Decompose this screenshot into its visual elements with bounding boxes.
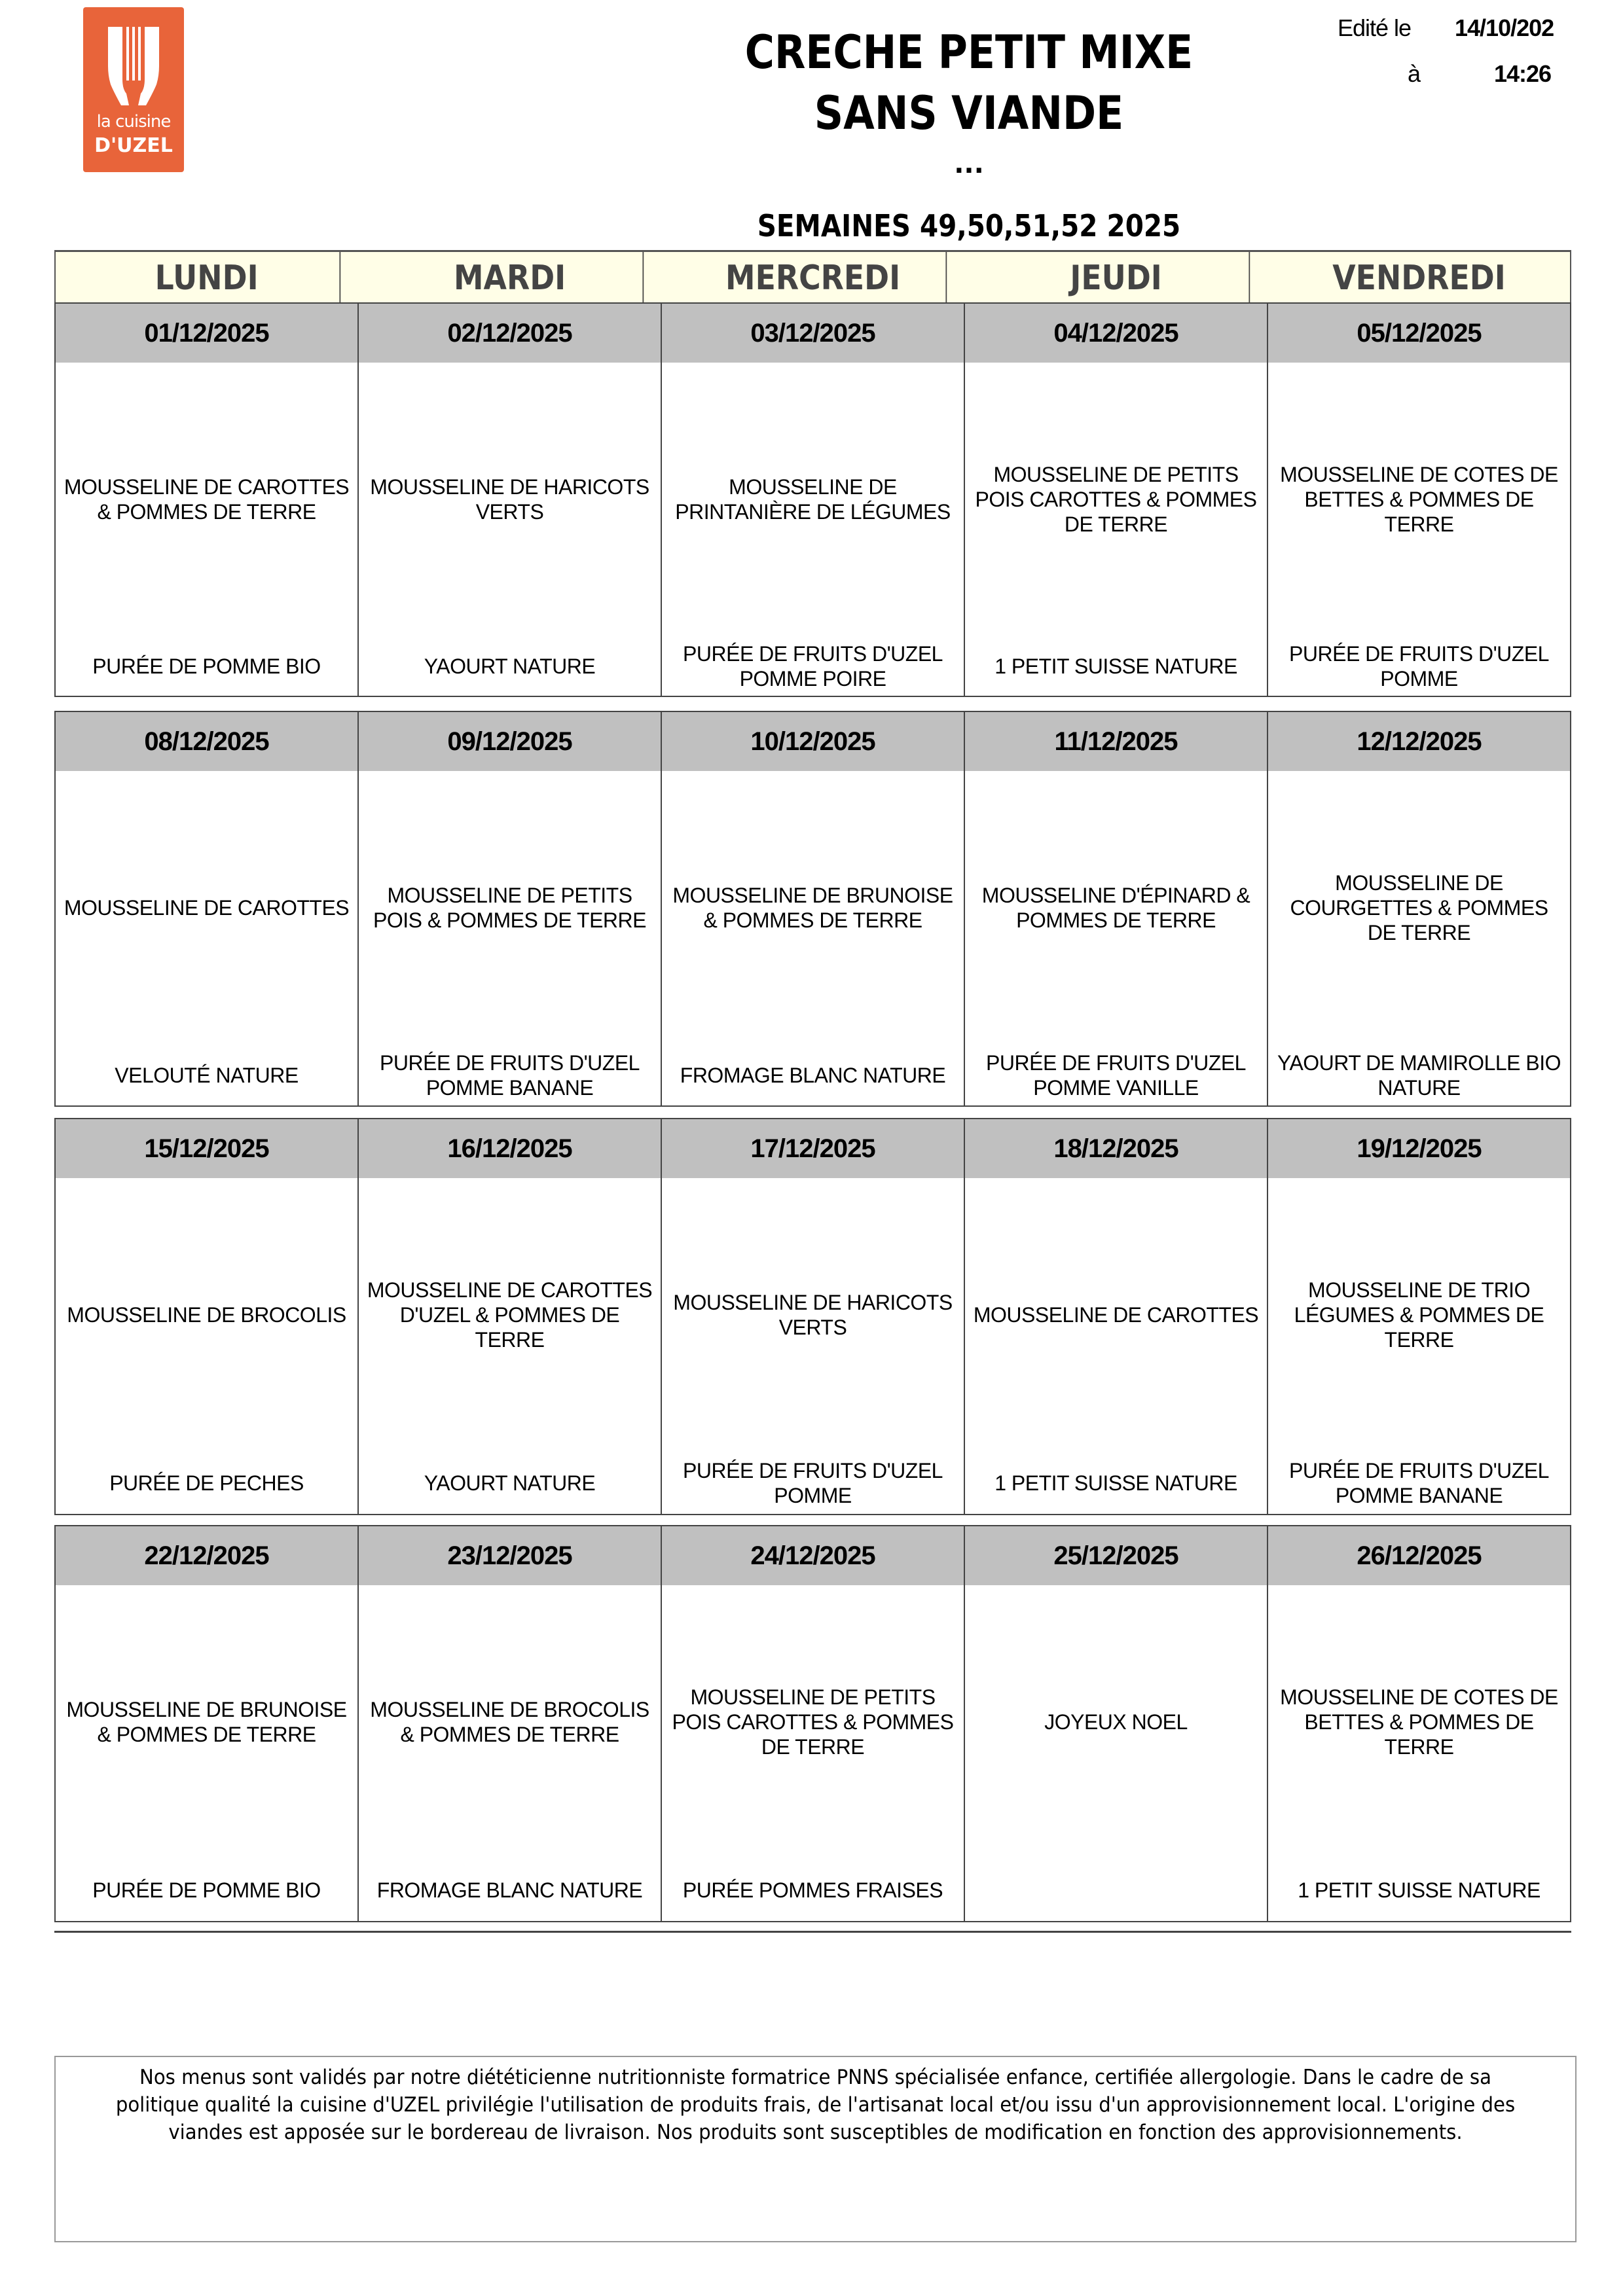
date-label: 05/12/2025 [1268,304,1570,363]
meal-dessert: YAOURT DE MAMIROLLE BIO NATURE [1277,1050,1561,1100]
meal-main: MOUSSELINE DE CAROTTES D'UZEL & POMMES DE TERRE [367,1278,653,1352]
meal-main: MOUSSELINE DE CAROTTES [973,1303,1259,1327]
day-header-tuesday: MARDI [377,252,644,302]
day-cell [662,304,965,696]
date-label: 03/12/2025 [662,304,964,363]
day-cell [662,1119,965,1514]
meal-dessert: PURÉE DE POMME BIO [92,1878,321,1902]
day-cell [662,1526,965,1921]
meal-main: MOUSSELINE DE TRIO LÉGUMES & POMMES DE TERRE [1294,1278,1544,1352]
meal-main: MOUSSELINE DE BRUNOISE & POMMES DE TERRE [672,884,953,932]
day-cell [965,304,1268,696]
meal-dessert: 1 PETIT SUISSE NATURE [994,1471,1237,1495]
day-cell [1268,1526,1570,1921]
day-cell [1268,304,1570,696]
date-label: 11/12/2025 [965,712,1267,771]
week-block-49 [54,302,1571,697]
meal-main: MOUSSELINE DE PETITS POIS CAROTTES & POMMES DE TERRE [975,463,1257,536]
meal-main: MOUSSELINE DE BROCOLIS [67,1303,346,1327]
meal-main: MOUSSELINE DE CAROTTES & POMMES DE TERRE [64,475,350,524]
meal-dessert: PURÉE DE FRUITS D'UZEL POMME BANANE [380,1050,640,1100]
meal-main: MOUSSELINE DE BROCOLIS & POMMES DE TERRE [370,1698,649,1746]
meal-dessert [965,1859,1267,1921]
divider-line [54,1931,1571,1933]
day-cell [56,1119,359,1514]
day-header-row [54,250,1571,302]
date-label: 02/12/2025 [359,304,661,363]
edited-date: 14/10/202 [1455,14,1554,41]
meal-dessert: PURÉE DE POMME BIO [92,654,321,678]
meal-dessert: PURÉE DE FRUITS D'UZEL POMME [683,1458,943,1507]
meal-dessert: FROMAGE BLANC NATURE [680,1063,946,1087]
meal-main: MOUSSELINE DE COTES DE BETTES & POMMES DE TERRE [1280,463,1558,536]
edited-label: Edité le [1338,14,1412,41]
date-label: 10/12/2025 [662,712,964,771]
footer-notice-box [54,2056,1577,2242]
logo-text-la-cuisine: la cuisine [96,112,171,132]
edited-at-label: à [1408,60,1421,87]
meal-main: MOUSSELINE DE PETITS POIS CAROTTES & POMMES DE TERRE [672,1685,954,1759]
date-label: 04/12/2025 [965,304,1267,363]
meal-main: MOUSSELINE DE CAROTTES [64,896,350,920]
page-title: CRECHE PETIT MIXE SANS VIANDE [744,26,1194,140]
day-header-thursday: JEUDI [983,252,1250,302]
date-label: 01/12/2025 [56,304,357,363]
meal-main: MOUSSELINE DE BRUNOISE & POMMES DE TERRE [66,1698,347,1746]
meal-dessert: PURÉE DE FRUITS D'UZEL POMME BANANE [1289,1458,1549,1507]
title-ellipsis: ... [954,149,984,179]
week-block-51 [54,1118,1571,1515]
date-label: 22/12/2025 [56,1526,357,1585]
meal-main: MOUSSELINE DE PETITS POIS & POMMES DE TERRE [373,884,646,932]
date-label: 26/12/2025 [1268,1526,1570,1585]
date-label: 18/12/2025 [965,1119,1267,1178]
meal-dessert: 1 PETIT SUISSE NATURE [994,654,1237,678]
meal-dessert: PURÉE DE FRUITS D'UZEL POMME VANILLE [986,1050,1246,1100]
meal-dessert: 1 PETIT SUISSE NATURE [1298,1878,1541,1902]
date-label: 17/12/2025 [662,1119,964,1178]
meal-dessert: FROMAGE BLANC NATURE [376,1878,643,1902]
date-label: 08/12/2025 [56,712,357,771]
day-header-monday: LUNDI [74,252,340,302]
day-cell [56,712,359,1105]
meal-main: MOUSSELINE DE PRINTANIÈRE DE LÉGUMES [675,475,951,524]
day-header-wednesday: MERCREDI [680,252,947,302]
date-label: 23/12/2025 [359,1526,661,1585]
day-cell [56,1526,359,1921]
cuisine-duzel-logo [83,7,184,172]
meal-main: MOUSSELINE DE COTES DE BETTES & POMMES DE TERRE [1280,1685,1558,1759]
weeks-subtitle: SEMAINES 49,50,51,52 2025 [757,208,1181,243]
date-label: 12/12/2025 [1268,712,1570,771]
day-cell [1268,712,1570,1105]
meal-dessert: YAOURT NATURE [424,654,596,678]
footer-notice-text: Nos menus sont validés par notre diététicienne nutritionniste formatrice PNNS spécialisée enfance, certifiée allergologie. Dans le cadre de sa politique qualité la cuisine d'UZEL privilégie l'utilisation de produits frais, de l'artisanat local et/ou issu d'un approvisionnement local. L'origine des viandes est apposée sur le bordereau de livraison. Nos produits sont susceptibles de modification en fonction des approvisionnements. [115,2066,1516,2144]
day-cell [56,304,359,696]
day-cell [359,304,662,696]
date-label: 09/12/2025 [359,712,661,771]
date-label: 19/12/2025 [1268,1119,1570,1178]
date-label: 24/12/2025 [662,1526,964,1585]
day-cell [662,712,965,1105]
date-label: 25/12/2025 [965,1526,1267,1585]
day-cell [1268,1119,1570,1514]
day-header-friday: VENDREDI [1332,259,1506,298]
day-cell [965,712,1268,1105]
date-label: 15/12/2025 [56,1119,357,1178]
day-cell [359,712,662,1105]
meal-main: JOYEUX NOEL [1044,1710,1188,1734]
fork-icon [83,7,184,112]
day-cell [965,1119,1268,1514]
date-label: 16/12/2025 [359,1119,661,1178]
meal-dessert: PURÉE DE FRUITS D'UZEL POMME POIRE [683,641,943,691]
edited-time: 14:26 [1494,60,1552,87]
week-block-52 [54,1525,1571,1922]
meal-dessert: VELOUTÉ NATURE [115,1063,299,1087]
day-cell [359,1526,662,1921]
meal-dessert: YAOURT NATURE [424,1471,596,1495]
meal-main: MOUSSELINE DE COURGETTES & POMMES DE TERRE [1290,871,1548,944]
meal-dessert: PURÉE POMMES FRAISES [682,1878,943,1902]
week-block-50 [54,711,1571,1107]
logo-text-duzel: D'UZEL [94,134,173,157]
meal-main: MOUSSELINE DE HARICOTS VERTS [370,475,649,524]
meal-dessert: PURÉE DE FRUITS D'UZEL POMME [1289,641,1549,691]
day-cell [965,1526,1268,1921]
day-cell [359,1119,662,1514]
meal-main: MOUSSELINE D'ÉPINARD & POMMES DE TERRE [981,884,1250,932]
meal-main: MOUSSELINE DE HARICOTS VERTS [673,1291,953,1339]
meal-dessert: PURÉE DE PECHES [109,1471,304,1495]
